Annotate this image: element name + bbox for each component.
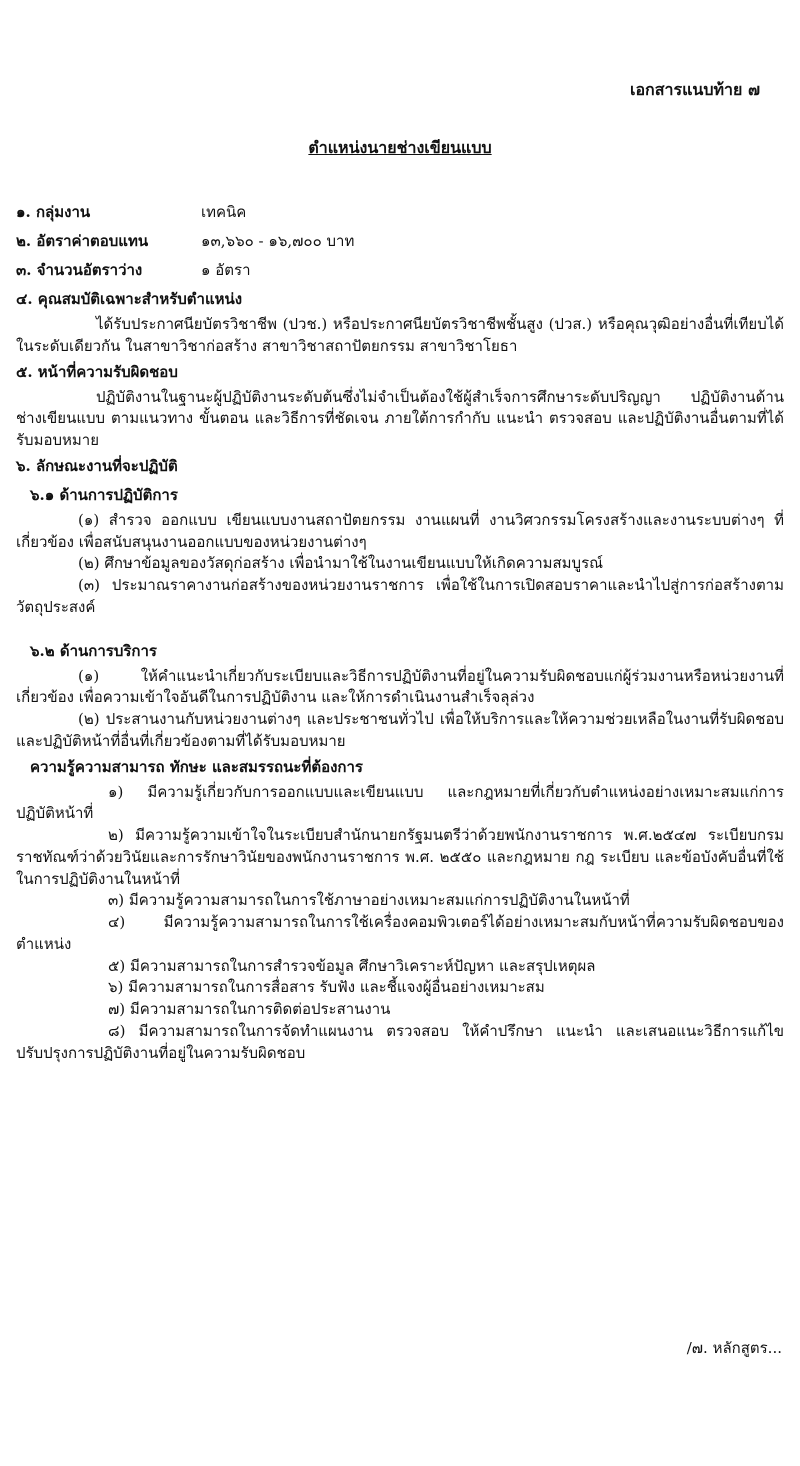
page-title: ตำแหน่งนายช่างเขียนแบบ [308, 138, 492, 157]
section-heading: ความรู้ความสามารถ ทักษะ และสมรรถนะที่ต้องการ [30, 757, 363, 776]
section-paragraph: ปฏิบัติงานในฐานะผู้ปฏิบัติงานระดับต้นซึ่งไม่จำเป็นต้องใช้ผู้สำเร็จการศึกษาระดับปริญญา ปฏิบัติงานด้านช่างเขียนแบบ ตามแนวทาง ขั้นตอน และวิธีการที่ชัดเจน ภายใต้การกำกับ แนะนำ ตรวจสอบ และปฏิบัติงานอื่นตามที่ได้รับมอบหมาย [16, 387, 784, 449]
list-item: ๕) มีความสามารถในการสำรวจข้อมูล ศึกษาวิเคราะห์ปัญหา และสรุปเหตุผล [108, 956, 596, 975]
list-item: ๓) มีความรู้ความสามารถในการใช้ภาษาอย่างเหมาะสมแก่การปฏิบัติงานในหน้าที่ [108, 891, 630, 910]
info-label: ๓. จำนวนอัตราว่าง [16, 260, 143, 279]
info-value: เทคนิค [201, 202, 247, 221]
section-heading: ๔. คุณสมบัติเฉพาะสำหรับตำแหน่ง [16, 290, 243, 308]
spacer [16, 619, 784, 637]
info-row-vacancy [16, 256, 784, 285]
list-item: ๗) มีความสามารถในการติดต่อประสานงาน [108, 1000, 391, 1018]
list-item: ๖) มีความสามารถในการสื่อสาร รับฟัง และชี้แจงผู้อื่นอย่างเหมาะสม [108, 978, 545, 997]
section-heading: ๖. ลักษณะงานที่จะปฏิบัติ [16, 456, 178, 475]
info-row-group [16, 198, 784, 227]
info-row-salary [16, 227, 784, 256]
list-item: ๔) มีความรู้ความสามารถในการใช้เครื่องคอมพิวเตอร์ได้อย่างเหมาะสมกับหน้าที่ความรับผิดชอบของตำแหน่ง [16, 913, 784, 953]
continuation-note: /๗. หลักสูตร... [686, 1339, 782, 1357]
info-label: ๒. อัตราค่าตอบแทน [16, 231, 149, 250]
document-body [16, 198, 784, 1064]
info-value: ๑ อัตรา [201, 260, 251, 279]
attachment-label: เอกสารแนบท้าย ๗ [629, 80, 760, 99]
info-label: ๑. กลุ่มงาน [16, 202, 91, 221]
list-item: (๑) สำรวจ ออกแบบ เขียนแบบงานสถาปัตยกรรม งานแผนที่ งานวิศวกรรมโครงสร้างและงานระบบต่างๆ ที่เกี่ยวข้อง เพื่อสนับสนุนงานออกแบบของหน่วยงานต่างๆ [16, 510, 784, 551]
list-item: (๑) ให้คำแนะนำเกี่ยวกับระเบียบและวิธีการปฏิบัติงานที่อยู่ในความรับผิดชอบแก่ผู้ร่วมงานหรือหน่วยงานที่เกี่ยวข้อง เพื่อความเข้าใจอันดีในการปฏิบัติงาน และให้การดำเนินงานสำเร็จลุล่วง [16, 666, 784, 707]
section-heading: ๕. หน้าที่ความรับผิดชอบ [16, 362, 178, 381]
list-item: ๘) มีความสามารถในการจัดทำแผนงาน ตรวจสอบ ให้คำปรึกษา แนะนำ และเสนอแนะวิธีการแก้ไขปรับปรุงการปฏิบัติงานที่อยู่ในความรับผิดชอบ [16, 1021, 784, 1062]
list-item: ๑) มีความรู้เกี่ยวกับการออกแบบและเขียนแบบ และกฎหมายที่เกี่ยวกับตำแหน่งอย่างเหมาะสมแก่การปฏิบัติหน้าที่ [16, 782, 784, 823]
section-paragraph: ได้รับประกาศนียบัตรวิชาชีพ (ปวช.) หรือประกาศนียบัตรวิชาชีพชั้นสูง (ปวส.) หรือคุณวุฒิอย่างอื่นที่เทียบได้ในระดับเดียวกัน ในสาขาวิชาก่อสร้าง สาขาวิชาสถาปัตยกรรม สาขาวิชาโยธา [16, 315, 784, 355]
info-value: ๑๓,๖๖๐ - ๑๖,๗๐๐ บาท [201, 231, 355, 250]
list-item: (๓) ประมาณราคางานก่อสร้างของหน่วยงานราชการ เพื่อใช้ในการเปิดสอบราคาและนำไปสู่การก่อสร้างตามวัตถุประสงค์ [16, 576, 784, 616]
list-item: (๒) ศึกษาข้อมูลของวัสดุก่อสร้าง เพื่อนำมาใช้ในงานเขียนแบบให้เกิดความสมบูรณ์ [78, 554, 604, 573]
subsection-heading: ๖.๒ ด้านการบริการ [30, 641, 157, 660]
list-item: ๒) มีความรู้ความเข้าใจในระเบียบสำนักนายกรัฐมนตรีว่าด้วยพนักงานราชการ พ.ศ.๒๕๔๗ ระเบียบกรมราชทัณฑ์ว่าด้วยวินัยและการรักษาวินัยของพนักงานราชการ พ.ศ. ๒๕๕๐ และกฎหมาย กฎ ระเบียบ และข้อบังคับอื่นที่ใช้ในการปฏิบัติงานในหน้าที่ [16, 826, 784, 888]
list-item: (๒) ประสานงานกับหน่วยงานต่างๆ และประชาชนทั่วไป เพื่อให้บริการและให้ความช่วยเหลือในงานที่รับผิดชอบและปฏิบัติหน้าที่อื่นที่เกี่ยวข้องตามที่ได้รับมอบหมาย [16, 710, 784, 750]
subsection-heading: ๖.๑ ด้านการปฏิบัติการ [30, 485, 178, 504]
